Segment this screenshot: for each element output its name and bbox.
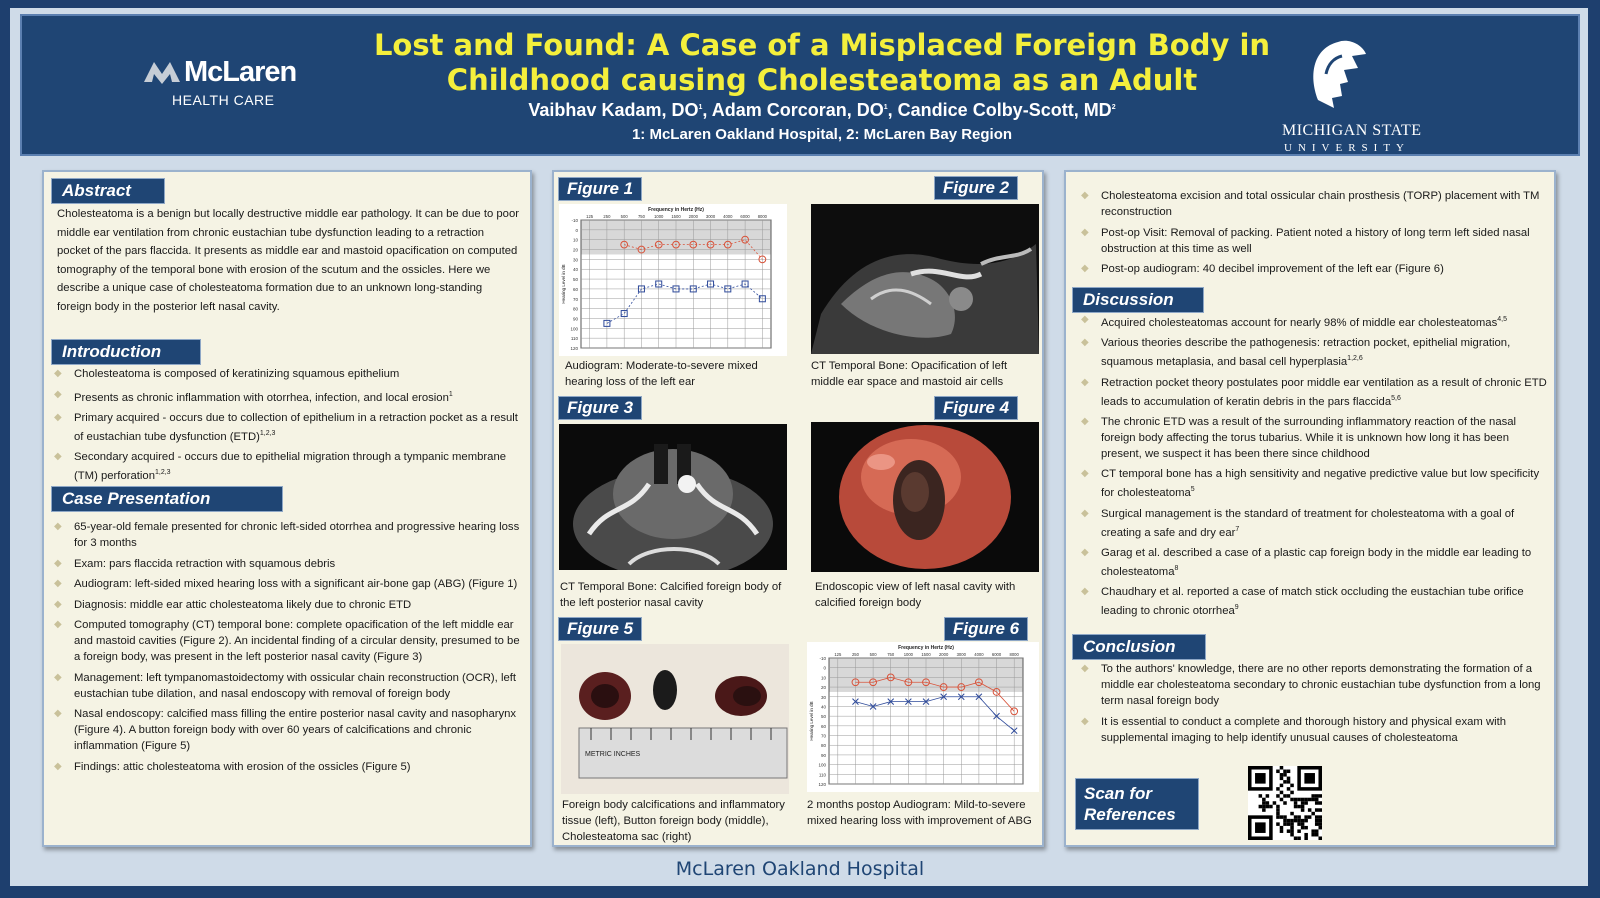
figure-2-label: Figure 2 [934, 176, 1018, 200]
qr-module [1297, 805, 1301, 809]
qr-module [1283, 794, 1287, 798]
qr-module [1280, 815, 1284, 819]
qr-module [1294, 819, 1298, 823]
qr-module [1318, 815, 1322, 819]
qr-module [1304, 819, 1308, 823]
discussion-item-text: Acquired cholesteatomas account for nearly 98% of middle ear cholesteatomas [1101, 316, 1498, 329]
case-item [50, 706, 522, 754]
y-tick-label: 30 [572, 257, 578, 263]
y-tick-label: 10 [572, 237, 578, 243]
y-tick-label: 60 [572, 286, 578, 292]
y-tick-label: 110 [818, 772, 826, 778]
title-line-1: Lost and Found: A Case of a Misplaced Foreign Body in [373, 28, 1271, 62]
y-tick-label: 30 [820, 694, 826, 700]
qr-module [1297, 815, 1301, 819]
qr-module [1301, 801, 1305, 805]
discussion-item-citation: 8 [1174, 564, 1179, 572]
qr-module [1287, 794, 1291, 798]
audiogram-2-chart [807, 642, 1039, 792]
series-line [607, 284, 762, 323]
discussion-item [1077, 506, 1547, 541]
qr-module [1318, 819, 1322, 823]
discussion-item-text: Various theories describe the pathogenesis: retraction pocket, epithelial migration, squamous metaplasia, and basal cell hyperplasia [1101, 337, 1511, 369]
figure-6-label: Figure 6 [944, 617, 1028, 641]
x-tick-label: 2000 [688, 214, 698, 219]
discussion-item [1077, 466, 1547, 501]
management-list [1077, 188, 1547, 282]
y-axis-label: Hearing Level in dB [561, 264, 566, 304]
introduction-item-citation: 1 [448, 390, 453, 398]
figure-4-endoscopy-image [811, 422, 1039, 572]
discussion-heading: Discussion [1072, 287, 1204, 313]
qr-module [1304, 833, 1308, 837]
qr-module [1276, 822, 1280, 826]
conclusion-item-text: To the authors' knowledge, there are no other reports demonstrating the formation of a middle ear cholesteatoma secondary to chronic eustachian tube dysfunction from a long term nasal foreign body [1101, 663, 1541, 707]
qr-module [1290, 822, 1294, 826]
qr-module [1262, 801, 1266, 805]
qr-module [1294, 798, 1298, 802]
figure-3-label: Figure 3 [558, 396, 642, 420]
qr-module [1315, 829, 1319, 833]
abstract-text: Cholesteatoma is a benign but locally destructive middle ear pathology. It can be due to poor middle ear ventilation from chronic eustachian tube dysfunction leading to a retraction pocket of the pars flaccida. It presents as middle ear and mastoid opacification on computed tomography of the temporal bone with erosion of the scutum and the ossicles. Here we describe a unique case of cholesteatoma formation due to an unknown long-standing foreign body in the posterior left nasal cavity. [57, 208, 519, 313]
qr-module [1280, 766, 1284, 770]
qr-module [1311, 794, 1315, 798]
chart-title: Frequency in Hertz (Hz) [898, 645, 954, 651]
qr-module [1280, 829, 1284, 833]
case-presentation-heading: Case Presentation [51, 486, 283, 512]
conclusion-heading: Conclusion [1072, 634, 1206, 660]
qr-module [1283, 773, 1287, 777]
chart-title: Frequency in Hertz (Hz) [648, 207, 704, 213]
management-item [1077, 261, 1547, 277]
scan-line-2: References [1084, 805, 1176, 824]
x-tick-label: 1000 [654, 214, 664, 219]
qr-module [1294, 836, 1298, 840]
qr-module [1297, 819, 1301, 823]
qr-module [1266, 794, 1270, 798]
y-tick-label: 40 [820, 704, 826, 710]
qr-module [1280, 777, 1284, 781]
qr-finder-core [1304, 773, 1315, 784]
qr-module [1287, 777, 1291, 781]
qr-module [1297, 798, 1301, 802]
qr-module [1283, 819, 1287, 823]
qr-module [1315, 822, 1319, 826]
case-item-text: Findings: attic cholesteatoma with erosion of the ossicles (Figure 5) [74, 760, 411, 773]
mclaren-logo-sub: HEALTH CARE [172, 92, 275, 108]
introduction-item-text: Secondary acquired - occurs due to epithelial migration through a tympanic membrane (TM) perforation [74, 451, 507, 482]
introduction-item [50, 449, 522, 484]
management-item-text: Cholesteatoma excision and total ossicular chain prosthesis (TORP) placement with TM reconstruction [1101, 190, 1540, 218]
discussion-item-citation: 5,6 [1391, 394, 1401, 402]
qr-module [1290, 826, 1294, 830]
qr-module [1304, 826, 1308, 830]
qr-module [1301, 826, 1305, 830]
x-tick-label: 4000 [723, 214, 733, 219]
y-tick-label: 50 [572, 277, 578, 283]
figure-2-ct-image [811, 204, 1039, 354]
mclaren-mark-icon [142, 60, 182, 84]
footer-hospital-name: McLaren Oakland Hospital [675, 858, 925, 880]
x-tick-label: 6000 [740, 214, 750, 219]
qr-module [1283, 780, 1287, 784]
scan-line-1: Scan for [1084, 784, 1153, 803]
qr-module [1294, 815, 1298, 819]
case-item-text: 65-year-old female presented for chronic left-sided otorrhea and progressive hearing loss for 3 months [74, 521, 520, 549]
ct-temporal-bone-image [811, 204, 1039, 354]
y-tick-label: 20 [572, 247, 578, 253]
discussion-item [1077, 335, 1547, 370]
qr-module [1290, 791, 1294, 795]
y-tick-label: 0 [823, 665, 826, 671]
case-item-text: Computed tomography (CT) temporal bone: complete opacification of the left middle ear and mastoid cavities (Figure 2). An incidental finding of a circular density, presumed to be a foreign body, was present in the left posterior nasal cavity (Figure 3) [74, 619, 520, 663]
qr-module [1280, 826, 1284, 830]
conclusion-item [1077, 714, 1547, 746]
management-item [1077, 188, 1547, 220]
qr-module [1287, 819, 1291, 823]
y-tick-label: 100 [570, 326, 578, 332]
x-tick-label: 2000 [938, 652, 949, 657]
author-3: Candice Colby-Scott, MD [897, 100, 1112, 120]
qr-module [1304, 801, 1308, 805]
qr-finder-core [1255, 773, 1266, 784]
qr-module [1297, 829, 1301, 833]
qr-module [1266, 801, 1270, 805]
poster-header [20, 14, 1580, 156]
author-1: Vaibhav Kadam, DO [528, 100, 699, 120]
case-item-text: Nasal endoscopy: calcified mass filling the entire posterior nasal cavity and nasopharynx (Figure 4). A button foreign body with over 60 years of calcifications and chronic inflammation (Figure 5) [74, 708, 517, 752]
y-tick-label: 0 [575, 227, 578, 233]
qr-module [1280, 784, 1284, 788]
qr-module [1318, 808, 1322, 812]
y-tick-label: 10 [820, 675, 826, 681]
discussion-item-citation: 5 [1190, 486, 1195, 494]
qr-module [1301, 798, 1305, 802]
author-3-sup: 2 [1111, 104, 1116, 111]
x-tick-label: 3000 [705, 214, 716, 219]
qr-module [1276, 787, 1280, 791]
qr-module [1276, 812, 1280, 816]
figure-4-caption: Endoscopic view of left nasal cavity with calcified foreign body [815, 581, 1016, 609]
qr-module [1301, 808, 1305, 812]
qr-module [1315, 794, 1319, 798]
x-tick-label: 500 [620, 214, 628, 219]
management-item [1077, 225, 1547, 257]
discussion-item [1077, 375, 1547, 410]
qr-module [1290, 798, 1294, 802]
figure-6-audiogram [807, 642, 1039, 792]
qr-module [1276, 794, 1280, 798]
conclusion-list [1077, 661, 1547, 750]
figure-1-label: Figure 1 [558, 177, 642, 201]
y-tick-label: 80 [820, 743, 826, 749]
author-1-sup: 1 [698, 104, 703, 111]
management-item-text: Post-op audiogram: 40 decibel improvement of the left ear (Figure 6) [1101, 263, 1444, 275]
qr-module [1283, 815, 1287, 819]
qr-module [1318, 801, 1322, 805]
qr-module [1290, 784, 1294, 788]
author-2: Adam Corcoran, DO [711, 100, 884, 120]
qr-module [1269, 805, 1273, 809]
case-item-text: Management: left tympanomastoidectomy with ossicular chain reconstruction (OCR), left eustachian tube dilation, and nasal endoscopy with removal of foreign body [74, 671, 517, 700]
introduction-item [50, 410, 522, 445]
qr-module [1301, 822, 1305, 826]
x-tick-label: 4000 [974, 652, 984, 657]
discussion-item-citation: 9 [1234, 604, 1239, 612]
x-tick-label: 125 [586, 214, 594, 219]
introduction-item-text: Primary acquired - occurs due to collection of epithelium in a retraction pocket as a result of eustachian tube dysfunction (ETD) [74, 411, 518, 443]
discussion-item [1077, 312, 1547, 331]
figure-3-caption: CT Temporal Bone: Calcified foreign body of the left posterior nasal cavity [560, 581, 782, 609]
x-tick-label: 1500 [921, 652, 931, 657]
qr-module [1315, 819, 1319, 823]
qr-module [1287, 822, 1291, 826]
qr-module [1287, 780, 1291, 784]
qr-module [1276, 815, 1280, 819]
x-tick-label: 6000 [991, 652, 1002, 657]
qr-module [1311, 833, 1315, 837]
y-tick-label: 120 [570, 346, 578, 351]
case-item-text: Audiogram: left-sided mixed hearing loss with a significant air-bone gap (ABG) (Figure 1) [74, 578, 518, 590]
qr-module [1262, 808, 1266, 812]
qr-module [1290, 819, 1294, 823]
qr-module [1283, 770, 1287, 774]
author-list: Vaibhav Kadam, $DO^1$, Adam Corcoran, $DO^1$, Candice Colby-Scott, $MD^2$ [528, 100, 1116, 120]
x-tick-label: 750 [887, 652, 895, 657]
title-line-2: Childhood causing Cholesteatoma as an Adult [446, 63, 1198, 97]
msu-logo-name: MICHIGAN STATE [1282, 122, 1422, 139]
discussion-item [1077, 414, 1547, 462]
qr-module [1318, 822, 1322, 826]
discussion-item [1077, 584, 1547, 619]
x-tick-label: 125 [834, 652, 842, 657]
qr-module [1294, 801, 1298, 805]
qr-module [1301, 819, 1305, 823]
ct-nasal-cavity-image [559, 424, 787, 570]
qr-module [1280, 791, 1284, 795]
y-tick-label: -10 [819, 656, 826, 661]
qr-module [1276, 770, 1280, 774]
introduction-heading: Introduction [51, 339, 201, 365]
case-item [50, 617, 522, 665]
x-tick-label: 8000 [1009, 652, 1019, 657]
qr-module [1308, 798, 1312, 802]
x-tick-label: 250 [851, 652, 859, 657]
qr-module [1280, 773, 1284, 777]
qr-module [1311, 798, 1315, 802]
x-tick-label: 8000 [757, 214, 768, 219]
discussion-item-citation: 4,5 [1497, 316, 1507, 323]
qr-module [1315, 833, 1319, 837]
case-item [50, 759, 522, 775]
discussion-list [1077, 312, 1547, 623]
y-tick-label: 20 [820, 685, 826, 691]
qr-module [1287, 787, 1291, 791]
x-tick-label: 3000 [956, 652, 966, 657]
y-tick-label: 100 [818, 762, 826, 768]
discussion-item-text: The chronic ETD was a result of the surrounding inflammatory reaction of the nasal foreign body affecting the torus tubarius. While it is unknown how long it has been present, we suspect it has been there since childhood [1101, 415, 1517, 460]
introduction-item-citation: 1,2,3 [154, 469, 171, 477]
figure-6-caption: 2 months postop Audiogram: Mild-to-severe mixed hearing loss with improvement of ABG [807, 799, 1032, 827]
qr-module [1266, 805, 1270, 809]
qr-module [1318, 826, 1322, 830]
audiogram-1-chart [559, 204, 787, 356]
abstract-heading: Abstract [51, 178, 165, 204]
y-tick-label: 70 [572, 296, 578, 302]
y-tick-label: 60 [820, 723, 826, 729]
y-tick-label: 110 [570, 336, 578, 342]
conclusion-item [1077, 661, 1547, 709]
discussion-item-text: Chaudhary et al. reported a case of match stick occluding the eustachian tube orifice leading to chronic otorrhea [1101, 586, 1524, 617]
qr-module [1287, 829, 1291, 833]
qr-module [1308, 815, 1312, 819]
case-presentation-list [50, 519, 522, 779]
y-tick-label: 70 [820, 733, 826, 739]
case-item [50, 576, 522, 592]
qr-module [1259, 794, 1263, 798]
discussion-item-citation: 1,2,6 [1347, 355, 1363, 363]
case-item-text: Diagnosis: middle ear attic cholesteatoma likely due to chronic ETD [74, 598, 412, 611]
introduction-item-citation: 1,2,3 [259, 429, 276, 437]
qr-module [1318, 836, 1322, 840]
qr-module [1315, 808, 1319, 812]
qr-module [1315, 801, 1319, 805]
y-tick-label: 120 [818, 782, 826, 787]
discussion-item-text: CT temporal bone has a high sensitivity and negative predictive value but low specificity for cholesteatoma [1101, 468, 1540, 500]
figure-1-caption: Audiogram: Moderate-to-severe mixed hearing loss of the left ear [565, 360, 758, 388]
case-item [50, 597, 522, 613]
qr-module [1276, 808, 1280, 812]
introduction-item-text: Presents as chronic inflammation with otorrhea, infection, and local erosion [74, 391, 449, 404]
figure-5-label: Figure 5 [558, 617, 642, 641]
y-axis-label: Hearing Level in dB [809, 701, 814, 741]
qr-module [1311, 812, 1315, 816]
figure-3-ct-image [559, 424, 787, 570]
specimen-photo [561, 644, 789, 794]
x-tick-label: 500 [869, 652, 877, 657]
y-tick-label: -10 [571, 218, 578, 223]
qr-module [1280, 798, 1284, 802]
case-item [50, 519, 522, 551]
x-tick-label: 1500 [671, 214, 681, 219]
qr-module [1304, 836, 1308, 840]
y-tick-label: 80 [572, 306, 578, 312]
figure-4-label: Figure 4 [934, 396, 1018, 420]
discussion-item-text: Surgical management is the standard of treatment for cholesteatoma with a goal of creating a safe and dry ear [1101, 507, 1515, 539]
qr-module [1283, 822, 1287, 826]
conclusion-item-text: It is essential to conduct a complete and thorough history and physical exam with supplemental imaging to help identify unusual causes of cholesteatoma [1101, 715, 1507, 744]
scan-for-references-label [1075, 778, 1199, 830]
qr-module [1304, 798, 1308, 802]
qr-module [1290, 812, 1294, 816]
figure-5-caption: Foreign body calcifications and inflammatory tissue (left), Button foreign body (middle), Cholesteatoma sac (right) [562, 799, 785, 843]
qr-module [1297, 822, 1301, 826]
introduction-list [50, 366, 522, 488]
qr-module [1276, 805, 1280, 809]
introduction-item [50, 366, 522, 382]
discussion-item-text: Garag et al. described a case of a plastic cap foreign body in the middle ear leading to cholesteatoma [1101, 546, 1532, 578]
mclaren-logo-name: McLaren [184, 56, 297, 88]
qr-module [1283, 801, 1287, 805]
poster-title [342, 28, 1302, 98]
introduction-item-text: Cholesteatoma is composed of keratinizing squamous epithelium [74, 368, 400, 380]
introduction-item [50, 387, 522, 406]
case-item [50, 670, 522, 702]
qr-module [1297, 836, 1301, 840]
x-tick-label: 1000 [903, 652, 914, 657]
case-item [50, 556, 522, 572]
msu-logo [1272, 34, 1452, 164]
qr-finder-core [1255, 822, 1266, 833]
qr-module [1301, 805, 1305, 809]
case-item-text: Exam: pars flaccida retraction with squamous debris [74, 557, 336, 570]
spartan-helmet-icon [1304, 34, 1374, 114]
x-tick-label: 750 [637, 214, 645, 219]
qr-module [1290, 829, 1294, 833]
qr-module [1262, 805, 1266, 809]
figure-2-caption: CT Temporal Bone: Opacification of left middle ear space and mastoid air cells [811, 360, 1008, 388]
qr-module [1304, 815, 1308, 819]
y-tick-label: 50 [820, 714, 826, 720]
y-tick-label: 90 [572, 316, 578, 322]
y-tick-label: 40 [572, 267, 578, 273]
discussion-item-citation: 7 [1235, 525, 1240, 533]
qr-module [1294, 805, 1298, 809]
figure-1-audiogram [559, 204, 787, 356]
qr-module [1315, 815, 1319, 819]
y-tick-label: 90 [820, 752, 826, 758]
qr-module [1290, 833, 1294, 837]
affiliations: 1: McLaren Oakland Hospital, 2: McLaren Bay Region [631, 126, 1013, 143]
qr-module [1315, 798, 1319, 802]
qr-module [1311, 829, 1315, 833]
endoscopic-view-image [811, 422, 1039, 572]
mclaren-logo [142, 56, 332, 126]
qr-module [1287, 770, 1291, 774]
qr-code-icon[interactable] [1248, 766, 1322, 840]
management-item-text: Post-op Visit: Removal of packing. Patient noted a history of long term left sided nasal obstruction at this time as well [1101, 226, 1530, 255]
x-tick-label: 250 [603, 214, 611, 219]
qr-module [1262, 798, 1266, 802]
ruler-text: METRIC INCHES [585, 751, 641, 758]
discussion-item-text: Retraction pocket theory postulates poor middle ear ventilation as a result of chronic ETD leads to accumulation of keratin debris in the pars flaccida [1101, 376, 1547, 408]
qr-module [1318, 794, 1322, 798]
msu-logo-sub: UNIVERSITY [1284, 142, 1410, 154]
qr-module [1308, 808, 1312, 812]
qr-module [1259, 805, 1263, 809]
figure-5-specimen-image [561, 644, 789, 794]
author-2-sup: 1 [883, 104, 888, 111]
qr-module [1273, 801, 1277, 805]
discussion-item [1077, 545, 1547, 580]
